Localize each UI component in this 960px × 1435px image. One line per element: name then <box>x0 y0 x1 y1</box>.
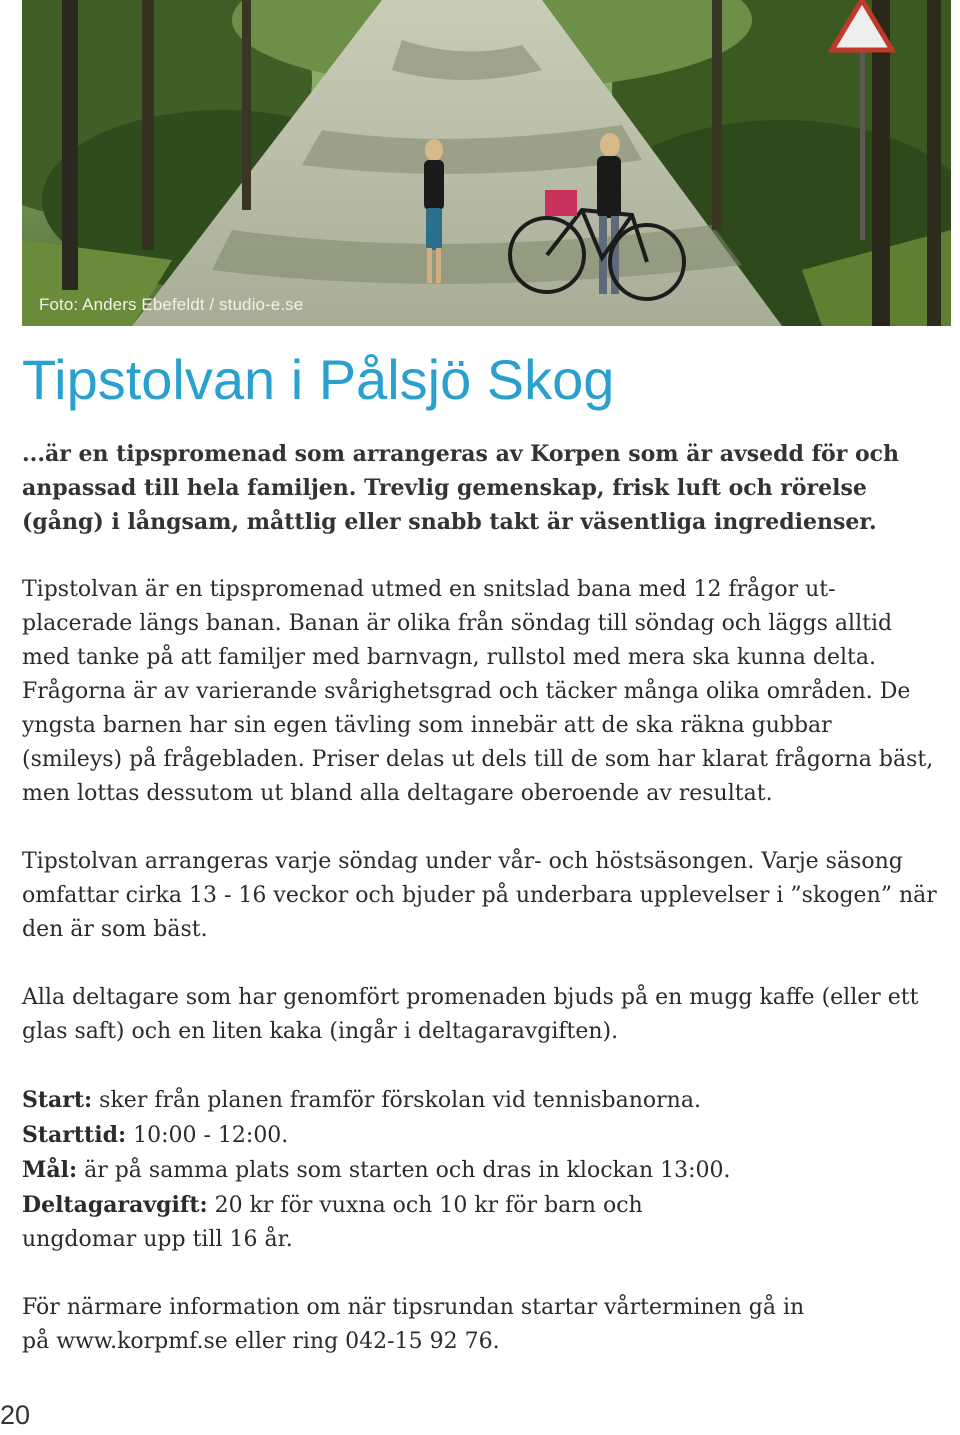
fee-value: 20 kr för vuxna och 10 kr för barn och ungdomar upp till 16 år. <box>22 1193 643 1252</box>
season-paragraph: Tipstolvan arrangeras varje söndag under vår- och höstsäsongen. Varje säsong omfattar cirka 13 - 16 veckor och bjuder på underbara upplevelser i ”skogen” när den är som bäst. <box>22 849 937 942</box>
start-value: sker från planen framför förskolan vid tennisbanorna. <box>92 1088 701 1113</box>
goal-value: är på samma plats som starten och dras in klockan 13:00. <box>77 1158 731 1183</box>
fee-label: Deltagaravgift: <box>22 1192 208 1218</box>
forest-road-illustration <box>22 0 951 326</box>
goal-detail <box>22 1153 937 1188</box>
photo-credit: Foto: Anders Ebefeldt / studio-e.se <box>39 295 304 314</box>
goal-label: Mål: <box>22 1157 78 1183</box>
refreshments-paragraph: Alla deltagare som har genomfört promenaden bjuds på en mugg kaffe (eller ett glas saft) och en liten kaka (ingår i deltagaravgiften). <box>22 985 919 1044</box>
time-label: Starttid: <box>22 1122 127 1148</box>
page-number: 20 <box>0 1400 31 1430</box>
fee-detail <box>22 1188 702 1257</box>
start-detail <box>22 1083 937 1118</box>
forest-road-photo <box>22 0 951 326</box>
page-title: Tipstolvan i Pålsjö Skog <box>22 348 615 411</box>
contact-paragraph: För närmare information om när tipsrundan startar vårterminen gå in på www.korpmf.se eller ring 042-15 92 76. <box>22 1295 805 1354</box>
start-label: Start: <box>22 1087 93 1113</box>
time-value: 10:00 - 12:00. <box>126 1123 289 1148</box>
time-detail <box>22 1118 937 1153</box>
description-paragraph: Tipstolvan är en tipspromenad utmed en snitslad bana med 12 frågor utplacerade längs banan. Banan är olika från söndag till söndag och läggs alltid med tanke på att familjer med barnvagn, rullstol med mera ska kunna delta. Frågorna är av varierande svårighetsgrad och täcker många olika områden. De yngsta barnen har sin egen tävling som innebär att de ska räkna gubbar (smileys) på frågebladen. Priser delas ut dels till de som har klarat frågorna bäst, men lottas dessutom ut bland alla deltagare oberoende av resultat. <box>22 577 934 806</box>
lead-paragraph: ...är en tipspromenad som arrangeras av Korpen som är avsedd för och anpassad till hela familjen. Trevlig gemenskap, frisk luft och rörelse (gång) i långsam, måttlig eller snabb takt är väsentliga ingredienser. <box>22 441 900 535</box>
article-body <box>22 437 937 1359</box>
